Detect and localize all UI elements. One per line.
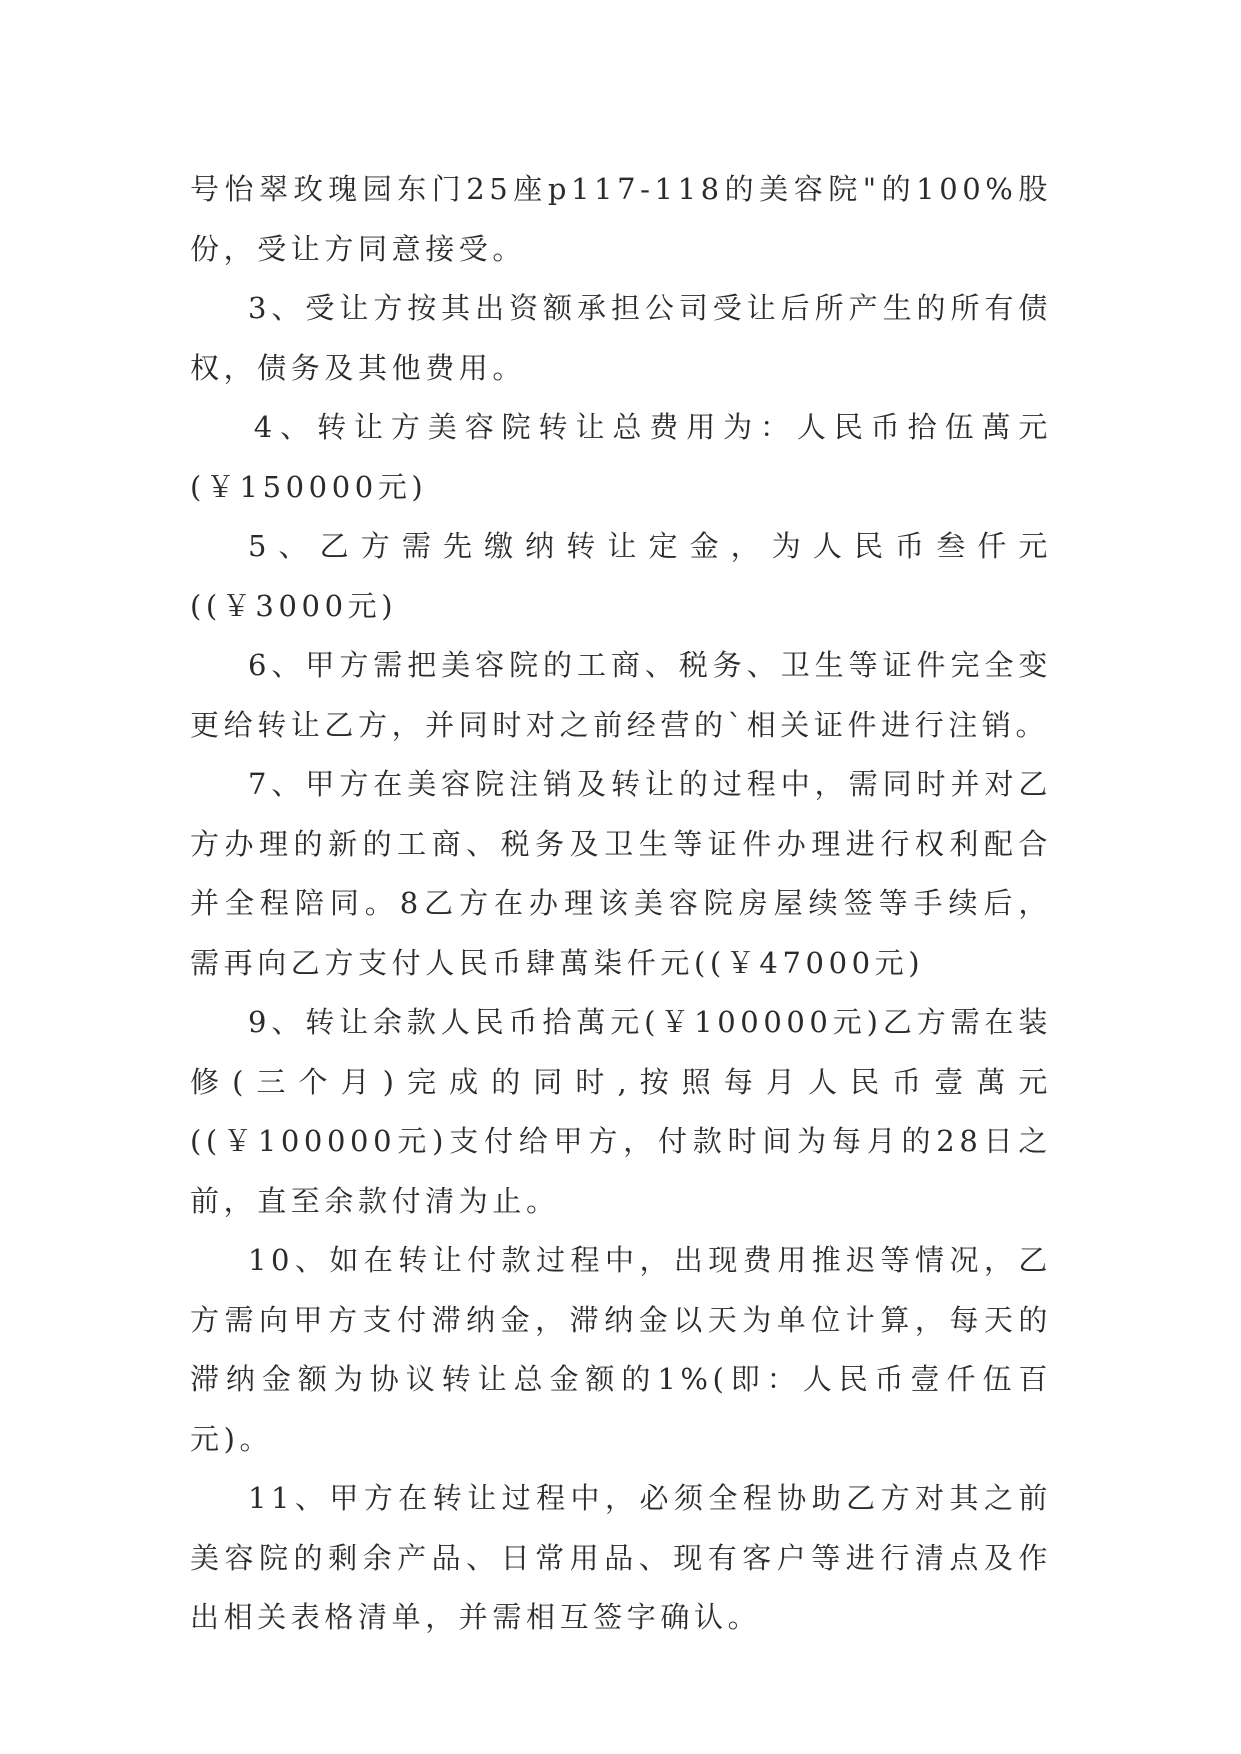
paragraph-clause-4: 4、转让方美容院转让总费用为：人民币拾伍萬元(￥150000元) [190, 410, 1052, 504]
paragraph-clause-6: 6、甲方需把美容院的工商、税务、卫生等证件完全变更给转让乙方，并同时对之前经营的`相关证件进行注销。 [190, 648, 1052, 742]
paragraph-continuation: 号怡翠玫瑰园东门25座p117-118的美容院"的100%股份，受让方同意接受。 [190, 172, 1052, 266]
document-body [190, 160, 1052, 1648]
paragraph-clause-11: 11、甲方在转让过程中，必须全程协助乙方对其之前美容院的剩余产品、日常用品、现有客户等进行清点及作出相关表格清单，并需相互签字确认。 [190, 1481, 1052, 1634]
paragraph-clause-5: 5、乙方需先缴纳转让定金，为人民币叁仟元((￥3000元) [190, 529, 1052, 623]
paragraph-clause-10: 10、如在转让付款过程中，出现费用推迟等情况，乙方需向甲方支付滞纳金，滞纳金以天为单位计算，每天的滞纳金额为协议转让总金额的1%(即：人民币壹仟伍百元)。 [190, 1243, 1052, 1456]
paragraph-clause-9: 9、转让余款人民币拾萬元(￥100000元)乙方需在装修(三个月)完成的同时,按照每月人民币壹萬元((￥100000元)支付给甲方，付款时间为每月的28日之前，直至余款付清为止。 [190, 1005, 1052, 1218]
paragraph-clause-3: 3、受让方按其出资额承担公司受让后所产生的所有债权，债务及其他费用。 [190, 291, 1052, 385]
paragraph-clause-7: 7、甲方在美容院注销及转让的过程中，需同时并对乙方办理的新的工商、税务及卫生等证件办理进行权利配合并全程陪同。8乙方在办理该美容院房屋续签等手续后，需再向乙方支付人民币肆萬柒仟元((￥47000元) [190, 767, 1052, 980]
